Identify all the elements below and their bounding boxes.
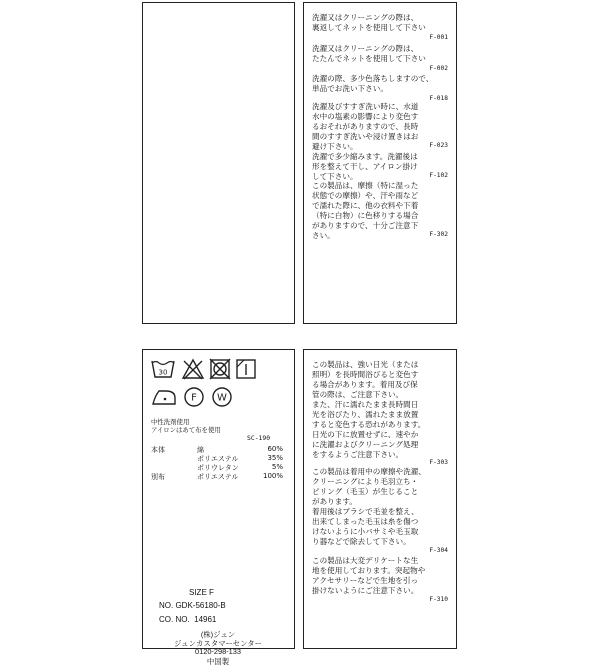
care-block-f310 — [312, 556, 450, 596]
co-number: CO. NO. 14961 — [159, 615, 217, 624]
text-line: さい。 — [312, 231, 335, 240]
care-code: F-304 — [429, 547, 448, 554]
care-code: F-302 — [429, 231, 448, 238]
composition-percent: 60% — [267, 445, 283, 453]
iron-low-icon — [151, 388, 177, 406]
care-block-f018 — [312, 74, 450, 94]
text-line: 照明）を長時間浴びると変色す — [312, 370, 419, 379]
text-line: で濡れた際に、他の衣料や下着 — [312, 201, 419, 210]
text-line: この製品は、摩擦（特に湿った — [312, 181, 419, 190]
composition-part: 別布 — [151, 473, 165, 481]
care-instructions-label-top — [303, 2, 457, 324]
text-line: 間のすすぎ洗いや浸け置きはお — [312, 132, 419, 141]
composition-row — [149, 454, 287, 463]
text-line: たたんでネットを使用して下さい — [312, 54, 426, 63]
text-line: 水中の塩素の影響により変色す — [312, 112, 419, 121]
composition-material: 綿 — [197, 446, 204, 454]
text-line: るおそれがありますので、長時 — [312, 122, 419, 131]
wet-clean-letter: W — [217, 392, 227, 404]
dry-clean-letter: F — [191, 392, 197, 404]
text-line: 洗濯の際、多少色落ちしますので、 — [312, 74, 434, 83]
text-line: 避け下さい。 — [312, 142, 358, 151]
text-line: クリーニングにより毛羽立ち・ — [312, 477, 419, 486]
size-text: SIZE F — [189, 588, 214, 597]
dry-clean-f-icon — [183, 386, 205, 408]
text-line: 単品でお洗い下さい。 — [312, 84, 388, 93]
text-line: すると変色する恐れがあります。 — [312, 420, 426, 429]
label-code: SC-190 — [247, 434, 271, 442]
text-line: 洗濯又はクリーニングの際は、 — [312, 13, 419, 22]
text-line: がありますので、十分ご注意下 — [312, 221, 419, 230]
text-line: けないように小バサミや毛玉取 — [312, 527, 419, 536]
text-line: 着用後はブラシで毛並を整え、 — [312, 507, 419, 516]
blank-care-label — [142, 2, 295, 324]
text-line: ピリング（毛玉）が生じること — [312, 487, 419, 496]
composition-row — [149, 472, 287, 481]
composition-percent: 100% — [262, 472, 283, 480]
care-block-f304 — [312, 467, 450, 547]
text-line: して下さい。 — [312, 172, 358, 181]
care-code: F-002 — [429, 65, 448, 72]
composition-row — [149, 463, 287, 472]
care-code: F-018 — [429, 95, 448, 102]
line-dry-shade-icon — [235, 358, 257, 380]
composition-row — [149, 445, 287, 454]
composition-label — [142, 349, 295, 666]
care-code: F-001 — [429, 34, 448, 41]
text-line: る場合があります。着用及び保 — [312, 380, 418, 389]
wash-30-icon — [151, 358, 175, 380]
no-tumble-dry-icon — [209, 358, 231, 380]
text-line: 洗濯で多少縮みます。洗濯後は — [312, 152, 418, 161]
country-of-origin: 中国製 — [206, 657, 230, 666]
care-block-f002 — [312, 44, 450, 64]
text-line: アクセサリーなどで生地を引っ — [312, 576, 419, 585]
text-line: 状態での摩擦）や、汗や雨など — [312, 191, 419, 200]
text-line: 出来てしまった毛玉は糸を傷つ — [312, 517, 419, 526]
composition-part: 本体 — [151, 446, 165, 454]
text-line: この製品は着用中の摩擦や洗濯、 — [312, 467, 426, 476]
composition-material: ポリウレタン — [197, 464, 239, 472]
text-line: また、汗に濡れたまま長時間日 — [312, 400, 419, 409]
text-line: 掛けないようにご注意下さい。 — [312, 586, 419, 595]
text-line: をするようご注意下さい。 — [312, 450, 404, 459]
text-line: り器などで除去して下さい。 — [312, 537, 411, 546]
care-instructions-label-bottom — [303, 349, 457, 649]
text-line: 裏返してネットを使用して下さい — [312, 23, 426, 32]
customer-center: ジュンカスタマーセンター — [173, 639, 263, 648]
care-block-f001 — [312, 13, 450, 33]
text-line: 地を使用しております。突起物や — [312, 566, 426, 575]
text-line: 管の際は、ご注意下さい。 — [312, 390, 404, 399]
composition-material: ポリエステル — [197, 455, 239, 463]
wet-clean-w-icon — [211, 386, 233, 408]
text-line: この製品は大変デリケートな生 — [312, 556, 419, 565]
wash-temp-text: 30 — [158, 368, 168, 377]
text-line: に洗濯およびクリーニング処理 — [312, 440, 419, 449]
text-line: があります。 — [312, 497, 357, 506]
text-line: 形を整えて干し、アイロン掛け — [312, 162, 418, 171]
product-number: NO. GDK-56180-B — [159, 601, 226, 610]
text-line: 洗濯及びすすぎ洗い時に、水道 — [312, 102, 419, 111]
care-block-f303 — [312, 360, 450, 460]
composition-percent: 35% — [267, 454, 283, 462]
text-line: 光を浴びたり、濡れたまま放置 — [312, 410, 419, 419]
care-code: F-102 — [429, 172, 448, 179]
no-bleach-icon — [181, 358, 205, 380]
care-code: F-303 — [429, 459, 448, 466]
text-line: 日光の下に放置せずに、速やか — [312, 430, 419, 439]
phone-number: 0120-298-133 — [194, 647, 242, 656]
care-code: F-310 — [429, 596, 448, 603]
composition-percent: 5% — [271, 463, 283, 471]
care-code: F-023 — [429, 142, 448, 149]
company-name: (株)ジュン — [200, 630, 236, 639]
care-note: アイロンはあて布を使用 — [151, 426, 221, 434]
care-note: 中性洗剤使用 — [151, 418, 190, 426]
text-line: この製品は、強い日光（または — [312, 360, 419, 369]
text-line: 洗濯又はクリーニングの際は、 — [312, 44, 419, 53]
composition-material: ポリエステル — [197, 473, 239, 481]
text-line: （特に白物）に色移りする場合 — [312, 211, 419, 220]
